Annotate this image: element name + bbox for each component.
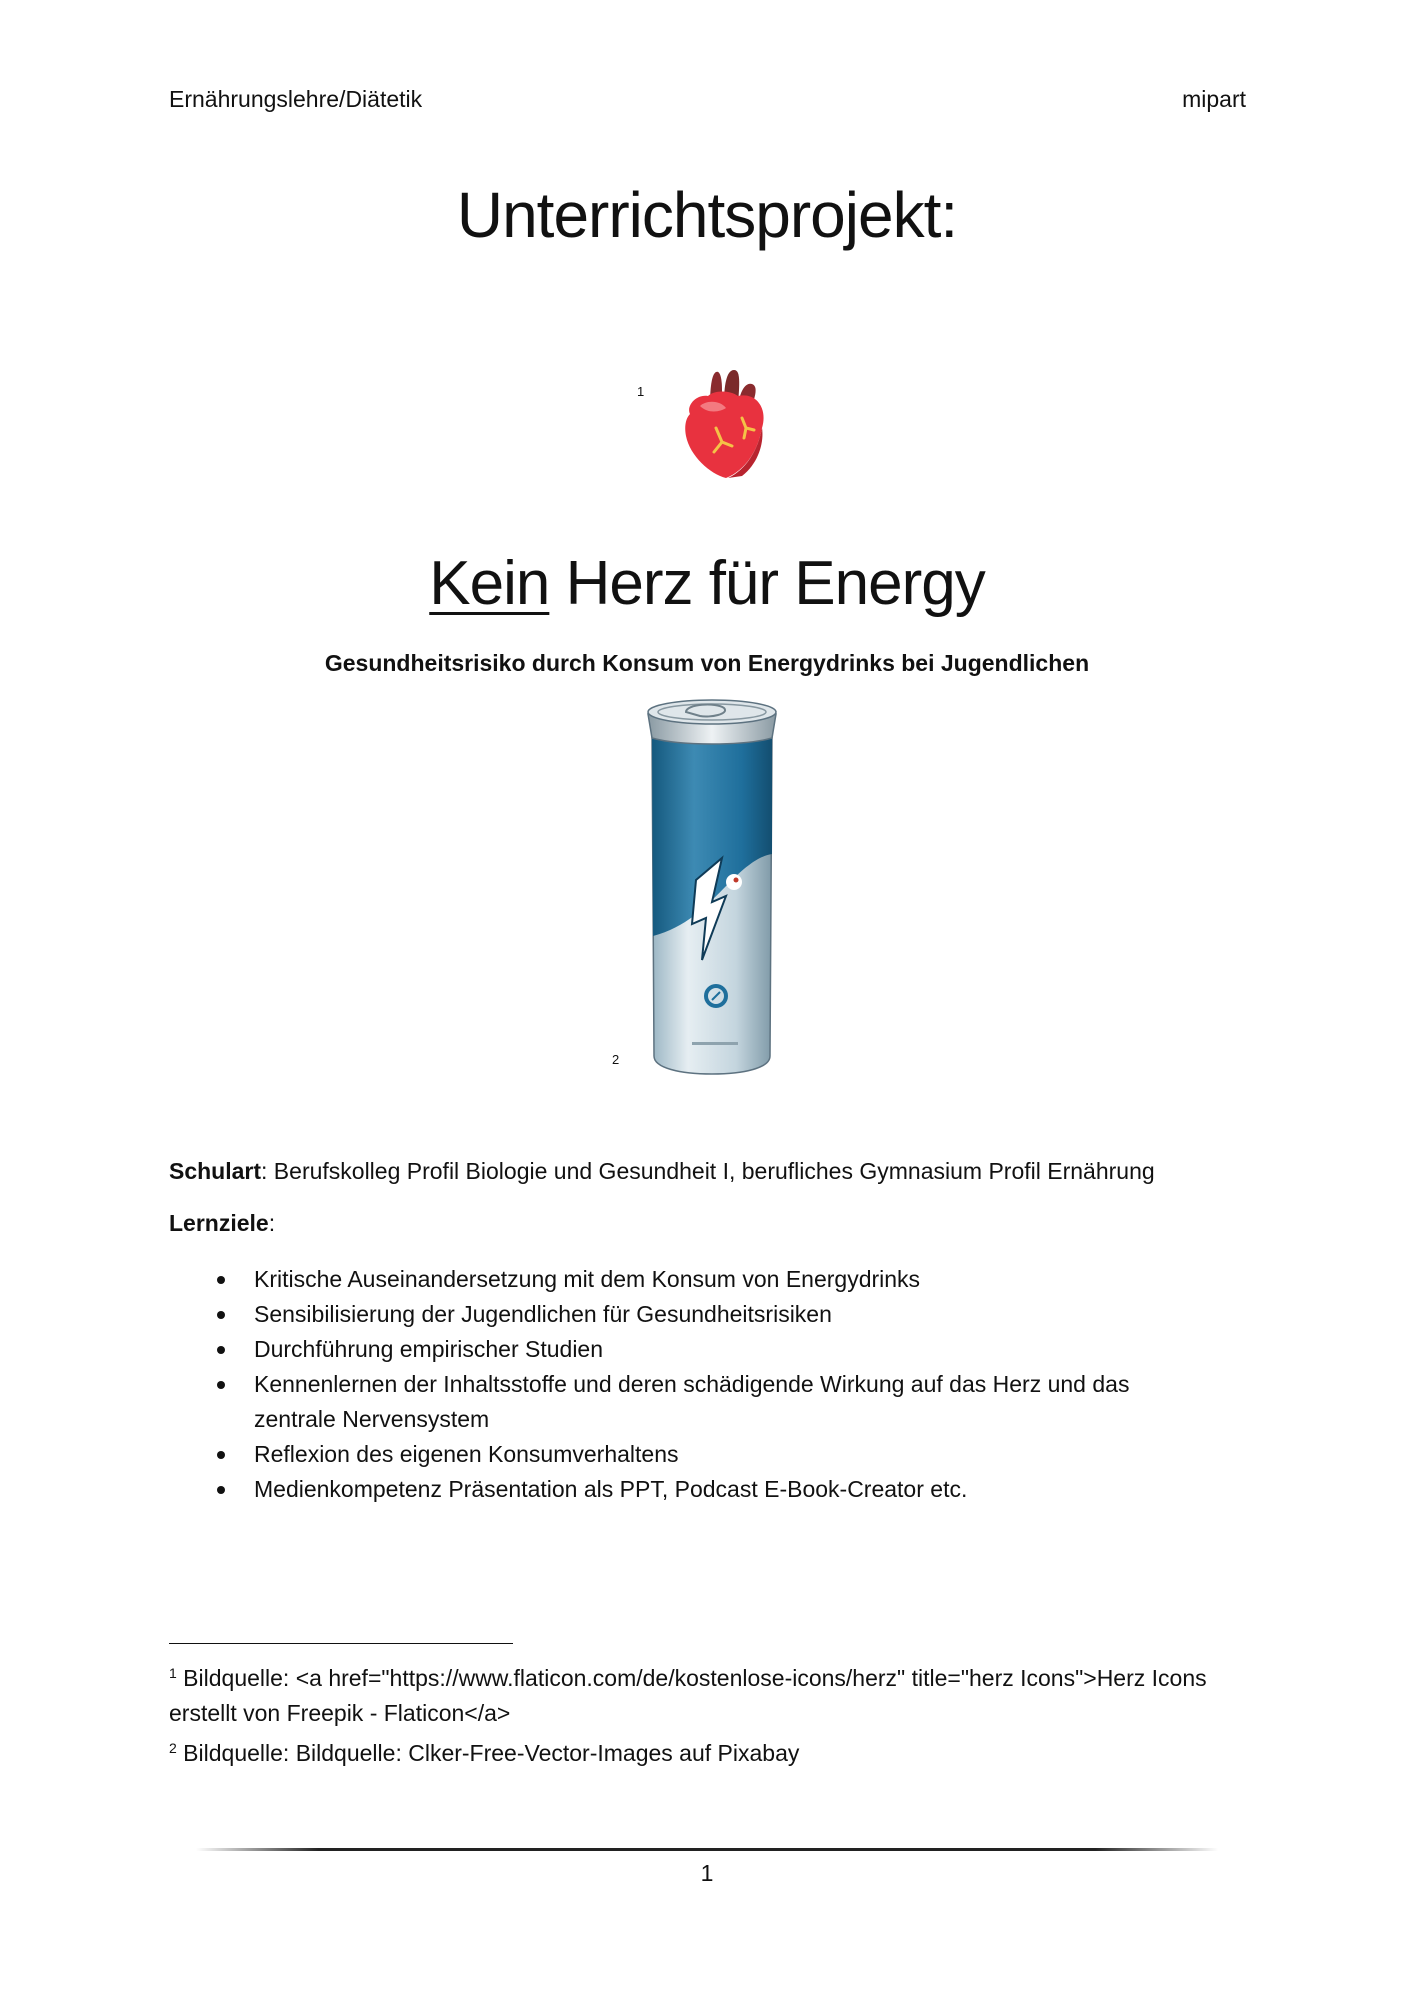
energy-drink-can-icon: [640, 696, 784, 1076]
list-item: [169, 1297, 1189, 1332]
list-item-text: Kritische Auseinandersetzung mit dem Konsum von Energydrinks: [254, 1266, 921, 1292]
header-right: mipart: [1182, 86, 1246, 112]
project-title-underlined: Kein: [429, 549, 550, 618]
heart-icon: [676, 366, 774, 482]
footnote-2: [169, 1731, 1249, 1771]
list-item: [169, 1472, 1189, 1507]
header-left: Ernährungslehre/Diätetik: [169, 86, 423, 112]
bullet-icon: [217, 1381, 225, 1389]
bullet-icon: [217, 1486, 225, 1494]
learning-goals-list: [169, 1262, 1189, 1507]
list-item: [169, 1437, 1189, 1472]
learning-goals-heading: [169, 1210, 275, 1237]
heart-image: [676, 366, 774, 482]
footnotes: [169, 1656, 1249, 1771]
footnote-1-marker: 1: [169, 1665, 177, 1681]
school-type-label: Schulart: [169, 1158, 262, 1184]
page-number: 1: [700, 1860, 714, 1886]
list-item-text: Sensibilisierung der Jugendlichen für Gesundheitsrisiken: [254, 1301, 832, 1327]
footnote-1: [169, 1656, 1249, 1731]
list-item: [169, 1367, 1189, 1437]
footnote-separator: [169, 1643, 513, 1644]
footnote-1-text: Bildquelle: <a href="https://www.flaticon.com/de/kostenlose-icons/herz" title="herz Icons">Herz Icons erstellt von Freepik - Flaticon</a>: [169, 1665, 1207, 1726]
bullet-icon: [217, 1451, 225, 1459]
learning-goals-colon: :: [268, 1210, 276, 1236]
list-item-text: Medienkompetenz Präsentation als PPT, Podcast E-Book-Creator etc.: [254, 1476, 968, 1502]
energy-drink-can-image: [640, 696, 784, 1076]
footnote-2-text: Bildquelle: Bildquelle: Clker-Free-Vector-Images auf Pixabay: [176, 1740, 800, 1766]
project-title-rest: Herz für Energy: [549, 549, 985, 618]
list-item-text: Kennenlernen der Inhaltsstoffe und deren schädigende Wirkung auf das Herz und das zentrale Nervensystem: [254, 1371, 1130, 1432]
learning-goals-label: Lernziele: [169, 1210, 269, 1236]
bullet-icon: [217, 1276, 225, 1284]
project-title: [0, 548, 1414, 619]
footnote-marker-2: 2: [612, 1052, 620, 1067]
project-subtitle: Gesundheitsrisiko durch Konsum von Energydrinks bei Jugendlichen: [324, 650, 1090, 676]
list-item-text: Durchführung empirischer Studien: [254, 1336, 604, 1362]
list-item-text: Reflexion des eigenen Konsumverhaltens: [254, 1441, 679, 1467]
school-type-value: : Berufskolleg Profil Biologie und Gesundheit I, berufliches Gymnasium Profil Ernährung: [261, 1158, 1155, 1184]
page-title: Unterrichtsprojekt:: [456, 179, 958, 251]
footer-divider: [196, 1848, 1218, 1851]
footnote-2-marker: 2: [169, 1740, 177, 1756]
bullet-icon: [217, 1346, 225, 1354]
bullet-icon: [217, 1311, 225, 1319]
list-item: [169, 1332, 1189, 1367]
list-item: [169, 1262, 1189, 1297]
footnote-marker-1: 1: [637, 384, 645, 399]
school-type: [169, 1158, 1269, 1185]
